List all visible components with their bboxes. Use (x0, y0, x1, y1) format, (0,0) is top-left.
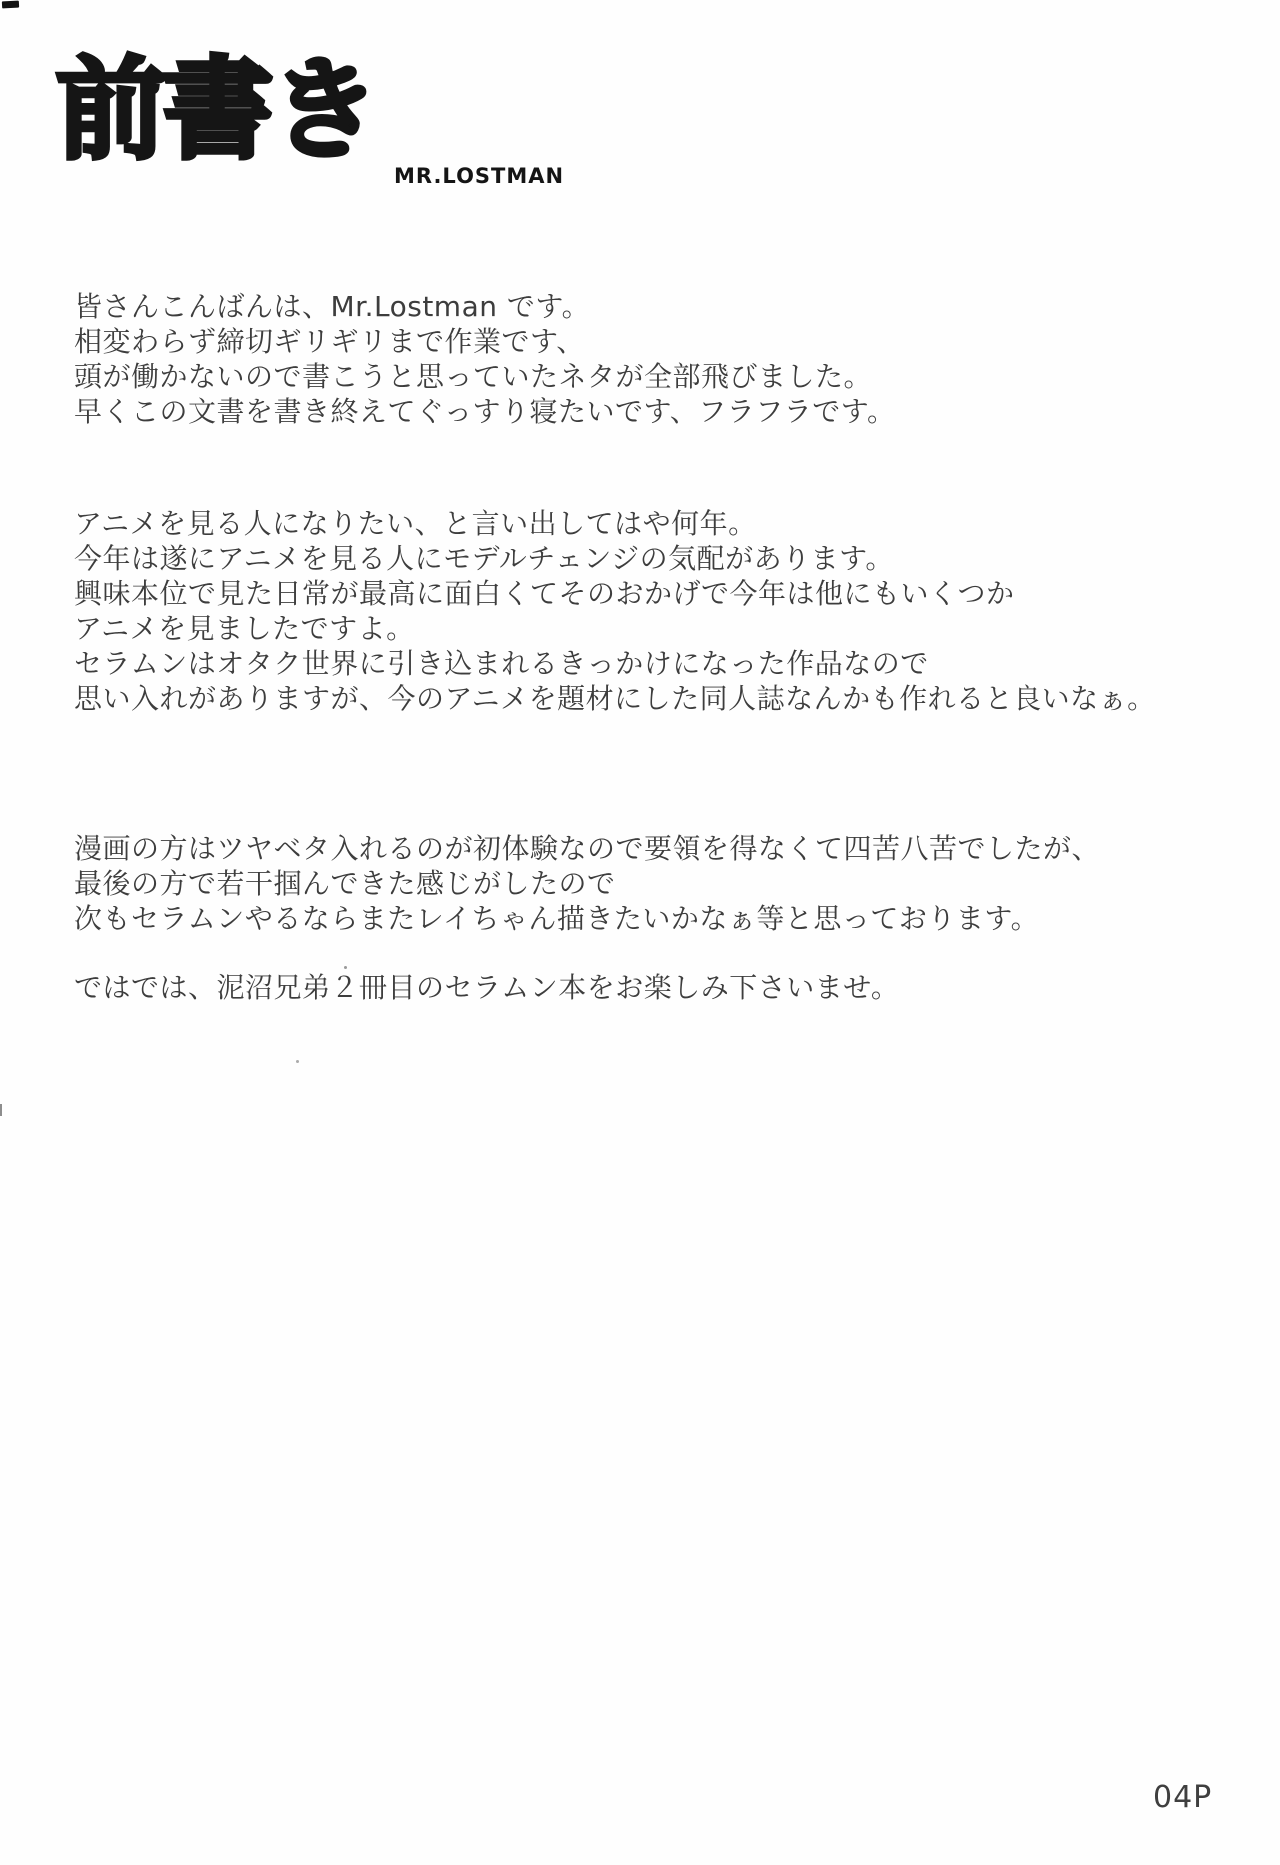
text-line: アニメを見る人になりたい、と言い出してはや何年。 (74, 507, 757, 540)
page-title: 前書き (56, 46, 377, 174)
author-credit: MR.LOSTMAN (394, 164, 565, 188)
text-line: 最後の方で若干掴んできた感じがしたので (74, 867, 616, 900)
page-number: 04P (1153, 1780, 1213, 1815)
paragraph-anime (74, 506, 1156, 716)
text-line: セラムンはオタク世界に引き込まれるきっかけになった作品なので (74, 647, 929, 680)
paragraph-greeting (74, 289, 895, 429)
scan-artifact-speck (344, 966, 347, 969)
text-line: アニメを見ましたですよ。 (74, 612, 415, 645)
paragraph-closing (74, 970, 899, 1005)
text-line: 興味本位で見た日常が最高に面白くてそのおかげで今年は他にもいくつか (74, 577, 1015, 610)
scan-artifact-speck (296, 1060, 299, 1063)
text-line: 漫画の方はツヤベタ入れるのが初体験なので要領を得なくて四苦八苦でしたが、 (74, 832, 1101, 865)
scan-artifact-edge (0, 1104, 2, 1116)
text-line: 今年は遂にアニメを見る人にモデルチェンジの気配があります。 (74, 542, 894, 575)
text-line: 思い入れがありますが、今のアニメを題材にした同人誌なんかも作れると良いなぁ。 (74, 682, 1156, 715)
text-line: 相変わらず締切ギリギリまで作業です、 (74, 325, 585, 358)
text-line: 頭が働かないので書こうと思っていたネタが全部飛びました。 (74, 360, 873, 393)
paragraph-manga (74, 831, 1100, 936)
text-line: 皆さんこんばんは、Mr.Lostman です。 (74, 290, 591, 323)
text-line: 次もセラムンやるならまたレイちゃん描きたいかなぁ等と思っております。 (74, 902, 1040, 935)
text-line: 早くこの文書を書き終えてぐっすり寝たいです、フラフラです。 (74, 395, 896, 428)
scan-artifact-corner (2, 1, 19, 9)
text-line: ではでは、泥沼兄弟２冊目のセラムン本をお楽しみ下さいませ。 (74, 971, 900, 1004)
